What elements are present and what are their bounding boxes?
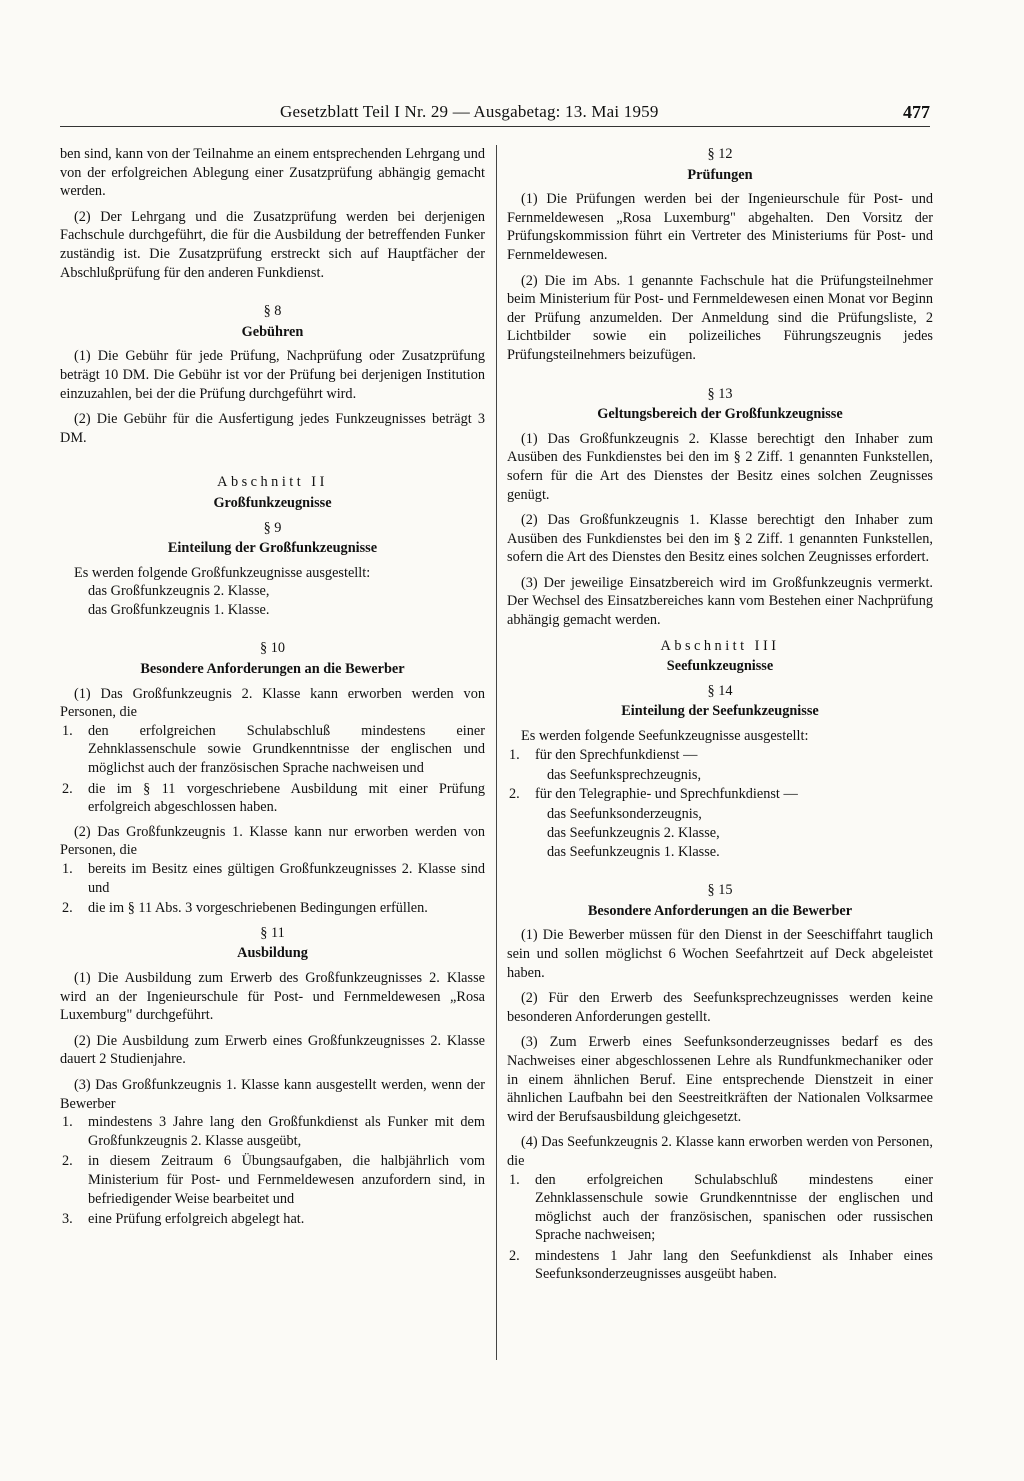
paragraph: (4) Das Seefunkzeugnis 2. Klasse kann erworben werden von Personen, die bbox=[507, 1134, 933, 1169]
page-header bbox=[60, 100, 930, 130]
paragraph: (3) Zum Erwerb eines Seefunksonderzeugnisses bedarf es des Nachweises einer abgeschlossenen Lehre als Rundfunkmechaniker oder in einem ähnlichen Beruf. Eine entsprechende Dienstzeit in einer ähnlichen Laufbahn bei den Seestreitkräften der Nationalen Volksarmee wird der Berufsausbildung gleichgesetzt. bbox=[507, 1034, 933, 1125]
list-item: 1. bereits im Besitz eines gültigen Großfunkzeugnisses 2. Klasse sind und bbox=[62, 861, 485, 896]
section-number: § 14 bbox=[707, 682, 733, 699]
left-column bbox=[60, 145, 485, 1235]
section-heading: Ausbildung bbox=[237, 945, 308, 962]
section-number: § 13 bbox=[707, 385, 733, 402]
paragraph: (1) Das Großfunkzeugnis 2. Klasse kann erworben werden von Personen, die bbox=[60, 685, 485, 721]
paragraph: (3) Der jeweilige Einsatzbereich wird im Großfunkzeugnis vermerkt. Der Wechsel des Einsatzbereiches kann vom Bestehen einer Nachprüfung abhängig gemacht werden. bbox=[507, 574, 933, 629]
chapter-heading: Großfunkzeugnisse bbox=[213, 494, 332, 511]
chapter-heading: Seefunkzeugnisse bbox=[666, 658, 774, 675]
paragraph: (1) Das Großfunkzeugnis 2. Klasse berechtigt den Inhaber zum Ausüben des Funkdienstes bei den im § 2 Ziff. 1 genannten Funkstellen, sofern für die Art des Dienstes der Besitz eines solchen Zeugnisses genügt. bbox=[507, 430, 933, 503]
list-item: 2. die im § 11 vorgeschriebene Ausbildung mit einer Prüfung erfolgreich abgeschlossen haben. bbox=[62, 780, 485, 816]
list-item: 2. die im § 11 Abs. 3 vorgeschriebenen Bedingungen erfüllen. bbox=[62, 900, 428, 917]
section-number: § 8 bbox=[263, 303, 282, 320]
list-line: das Großfunkzeugnis 1. Klasse. bbox=[88, 601, 270, 618]
paragraph: (2) Die im Abs. 1 genannte Fachschule hat die Prüfungsteilnehmer beim Ministerium für Post- und Fernmeldewesen einen Monat vor Beginn der Prüfung anzumelden. Der Anmeldung sind die Prüfungsliste, 2 Lichtbilder sowie ein polizeiliches Führungszeugnis jedes Prüfungsteilnehmers beizufügen. bbox=[507, 272, 933, 363]
section-number: § 15 bbox=[707, 882, 733, 899]
list-item: 1. mindestens 3 Jahre lang den Großfunkdienst als Funker mit dem Großfunkzeugnis 2. Klasse ausgeübt, bbox=[62, 1114, 485, 1149]
list-item: 3. eine Prüfung erfolgreich abgelegt hat. bbox=[62, 1211, 305, 1228]
paragraph: (1) Die Gebühr für jede Prüfung, Nachprüfung oder Zusatzprüfung beträgt 10 DM. Die Gebühr ist vor der Prüfung bei derjenigen Institution einzuzahlen, bei der die Prüfung durchgeführt wird. bbox=[60, 348, 485, 402]
header-title: Gesetzblatt Teil I Nr. 29 — Ausgabetag: 13. Mai 1959 bbox=[280, 102, 659, 121]
paragraph: Es werden folgende Großfunkzeugnisse ausgestellt: bbox=[74, 564, 371, 581]
list-line: das Großfunkzeugnis 2. Klasse, bbox=[88, 583, 270, 600]
section-heading: Einteilung der Seefunkzeugnisse bbox=[621, 703, 819, 720]
numbered-list bbox=[60, 1113, 485, 1229]
paragraph: (2) Für den Erwerb des Seefunksprechzeugnisses werden keine besonderen Anforderungen gestellt. bbox=[507, 990, 933, 1025]
section-number: § 11 bbox=[260, 924, 285, 941]
list-item: 1. für den Sprechfunkdienst — bbox=[509, 746, 698, 763]
column-divider bbox=[496, 145, 497, 1360]
paragraph: (1) Die Bewerber müssen für den Dienst in der Seeschiffahrt tauglich sein und sollen möglichst 6 Wochen Seefahrtzeit auf Deck abgeleistet haben. bbox=[507, 927, 933, 981]
list-sub-line: das Seefunksonderzeugnis, bbox=[547, 806, 702, 823]
paragraph: (2) Die Gebühr für die Ausfertigung jedes Funkzeugnisses beträgt 3 DM. bbox=[60, 411, 485, 446]
section-heading: Besondere Anforderungen an die Bewerber bbox=[140, 661, 405, 678]
list-sub-line: das Seefunkzeugnis 2. Klasse, bbox=[547, 825, 720, 841]
paragraph: (2) Die Ausbildung zum Erwerb eines Großfunkzeugnisses 2. Klasse dauert 2 Studienjahre. bbox=[60, 1032, 485, 1068]
right-column bbox=[507, 145, 933, 1290]
chapter-label: Abschnitt III bbox=[660, 637, 780, 654]
header-rule bbox=[60, 126, 930, 127]
list-sub-line: das Seefunksprechzeugnis, bbox=[547, 767, 702, 784]
paragraph: (3) Das Großfunkzeugnis 1. Klasse kann ausgestellt werden, wenn der Bewerber bbox=[60, 1076, 485, 1112]
section-heading: Geltungsbereich der Großfunkzeugnisse bbox=[597, 406, 843, 423]
paragraph: (1) Die Ausbildung zum Erwerb des Großfunkzeugnisses 2. Klasse wird an der Ingenieurschule für Post- und Fernmeldewesen „Rosa Luxemburg" durchgeführt. bbox=[60, 969, 485, 1024]
list-item: 2. in diesem Zeitraum 6 Übungsaufgaben, die halbjährlich vom Ministerium für Post- und Fernmeldewesen anzufordern sind, in befriedigender Weise bearbeitet und bbox=[62, 1153, 485, 1207]
paragraph: (2) Das Großfunkzeugnis 1. Klasse berechtigt den Inhaber zum Ausüben des Funkdienstes bei den im § 2 Ziff. 1 genannten Funkstellen, sofern die Art des Dienstes den Besitz eines solchen Zeugnisses erfordert. bbox=[507, 512, 933, 566]
paragraph: Es werden folgende Seefunkzeugnisse ausgestellt: bbox=[521, 728, 809, 745]
numbered-list bbox=[60, 860, 485, 918]
section-number: § 12 bbox=[707, 146, 733, 162]
paragraph: (1) Die Prüfungen werden bei der Ingenieurschule für Post- und Fernmeldewesen „Rosa Luxemburg" abgehalten. Den Vorsitz der Prüfungskommission führt ein Vertreter des Ministeriums für Post- und Fernmeldewesen. bbox=[507, 191, 933, 263]
paragraph: (2) Der Lehrgang und die Zusatzprüfung werden bei derjenigen Fachschule durchgeführt, die für die Ausbildung der betreffenden Funker zuständig ist. Die Zusatzprüfung erstreckt sich auf Hauptfächer der Abschlußprüfung für den anderen Funkdienst. bbox=[60, 208, 485, 281]
numbered-list bbox=[507, 746, 933, 862]
chapter-label: Abschnitt II bbox=[217, 474, 328, 491]
section-heading: Einteilung der Großfunkzeugnisse bbox=[167, 540, 378, 557]
page-number: 477 bbox=[903, 102, 930, 122]
section-heading: Besondere Anforderungen an die Bewerber bbox=[587, 902, 853, 919]
list-item: 1. den erfolgreichen Schulabschluß mindestens einer Zehnklassenschule sowie Grundkenntnisse der englischen und möglichst auch der französischen, spanischen oder russischen Sprache nachweisen; bbox=[509, 1171, 933, 1244]
paragraph: ben sind, kann von der Teilnahme an einem entsprechenden Lehrgang und von der erfolgreichen Ablegung einer Zusatzprüfung abhängig gemacht werden. bbox=[60, 146, 485, 200]
list-item: 2. mindestens 1 Jahr lang den Seefunkdienst als Inhaber eines Seefunksonderzeugnisses ausgeübt haben. bbox=[509, 1247, 933, 1283]
section-heading: Prüfungen bbox=[687, 166, 753, 183]
list-sub-line: das Seefunkzeugnis 1. Klasse. bbox=[547, 843, 720, 860]
section-heading: Gebühren bbox=[241, 323, 304, 340]
list-item: 2. für den Telegraphie- und Sprechfunkdienst — bbox=[509, 785, 798, 802]
section-number: § 10 bbox=[259, 640, 286, 657]
numbered-list bbox=[60, 722, 485, 817]
paragraph: (2) Das Großfunkzeugnis 1. Klasse kann nur erworben werden von Personen, die bbox=[60, 823, 485, 859]
list-item: 1. den erfolgreichen Schulabschluß mindestens einer Zehnklassenschule sowie Grundkenntnisse der englischen und möglichst auch der französischen Sprache nachweisen und bbox=[62, 722, 485, 777]
section-number: § 9 bbox=[263, 519, 282, 536]
numbered-list bbox=[507, 1171, 933, 1285]
